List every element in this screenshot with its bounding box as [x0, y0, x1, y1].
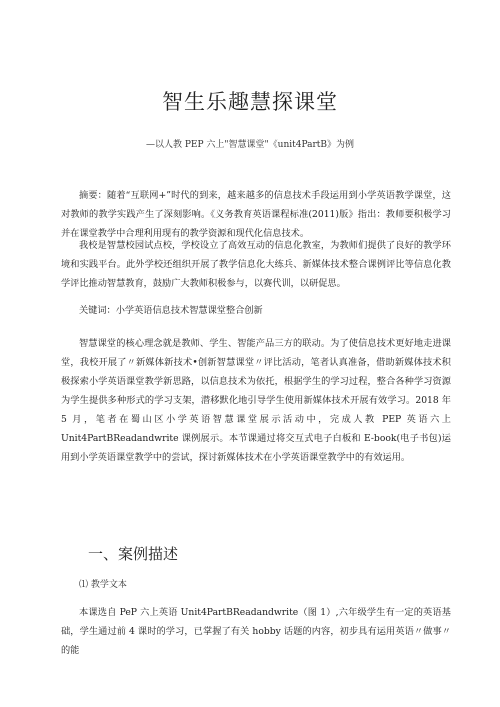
- subsection-heading: ⑴ 教学文本: [79, 580, 127, 590]
- abstract-paragraph: 摘要：随着“互联网+”时代的到来，越来越多的信息技术手段运用到小学英语教学课堂，这对教师的教学实践产生了深刻影响。《义务教育英语课程标准(2011)版》指出：教师要积极学习并在课堂教学中合理利用现有的教学资源和现代化信息技术。: [61, 190, 451, 239]
- teaching-text-paragraph: 本课选自 PeP 六上英语 Unit4PartBReadandwrite（图 1）,六年级学生有一定的英语基础，学生通过前 4 课时的学习，已掌握了有关 hobby 话题的内容，初步具有运用英语〃做事〃的能: [61, 607, 451, 656]
- document-subtitle: —以人教 PEP 六上"智慧课堂"《unit4PartB》为例: [145, 140, 355, 150]
- section-heading: 一、案例描述: [88, 545, 179, 563]
- keywords-line: 关键词：小学英语信息技术智慧课堂整合创新: [79, 305, 263, 316]
- school-paragraph: 我校是智慧校园试点校，学校设立了高效互动的信息化教室，为教师们提供了良好的教学环境和实践平台。此外学校还组织开展了教学信息化大练兵、新媒体技术整合课例评比等信息化教学评比推动智慧教育，鼓励广大教师积极参与，以赛代训，以研促思。: [61, 240, 451, 289]
- core-concept-paragraph: 智慧课堂的核心理念就是教师、学生、智能产品三方的联动。为了使信息技术更好地走进课堂，我校开展了〃新媒体新技术•创新智慧课堂〃评比活动，笔者认真准备，借助新媒体技术积极探索小学英语课堂教学新思路，以信息技术为依托，根据学生的学习过程，整合各种学习资源为学生提供多种形式的学习支架，潜移默化地引导学生使用新媒体技术开展有效学习。2018 年 5 月，笔者在蜀山区小学英语智慧课堂展示活动中，完成人教 PEP 英语六上 Unit4PartBReadandwrite 课例展示。本节课通过将交互式电子白板和 E-book(电子书包)运用到小学英语课堂教学中的尝试，探讨新媒体技术在小学英语课堂教学中的有效运用。: [61, 338, 451, 463]
- document-title: 智生乐趣慧探课堂: [162, 90, 338, 114]
